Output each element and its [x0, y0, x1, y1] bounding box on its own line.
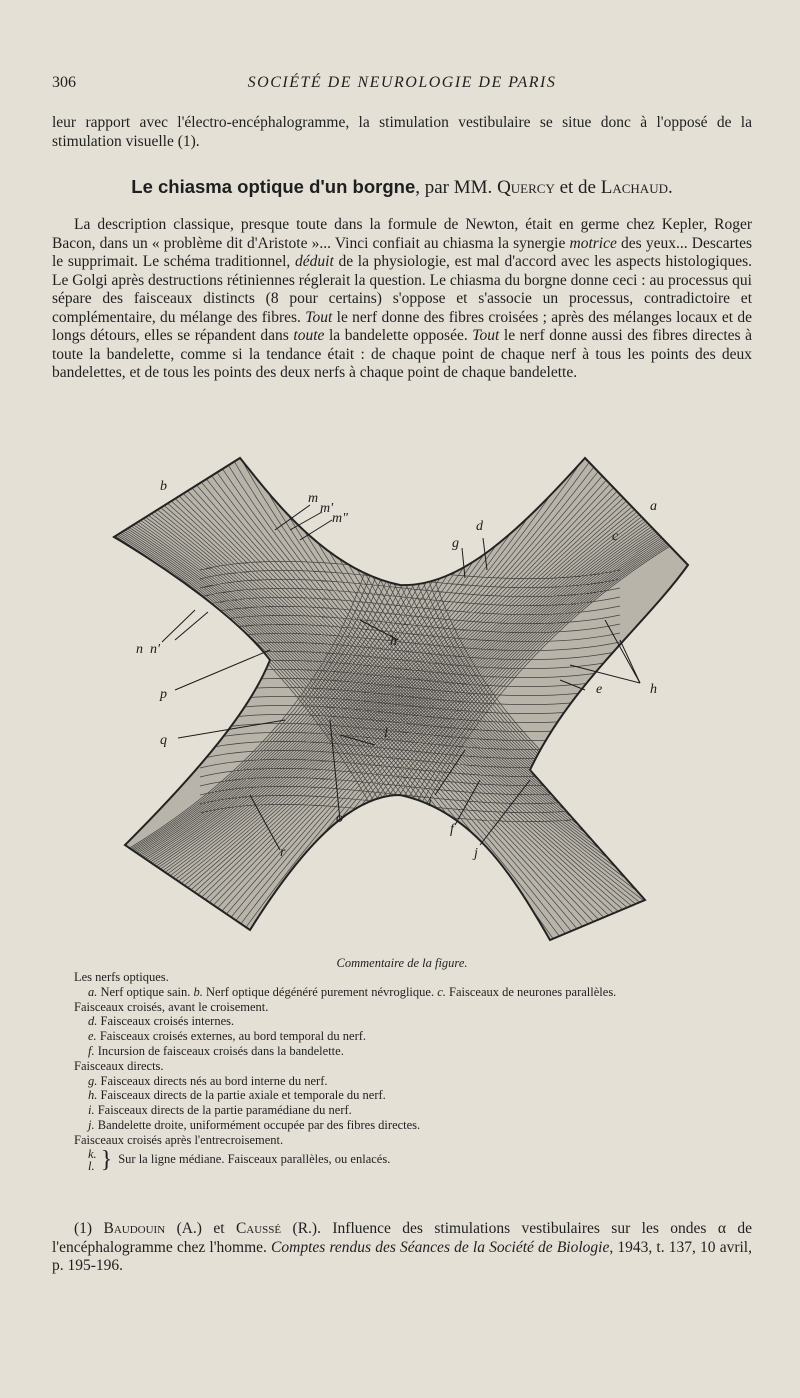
commentary-group-nerfs: Les nerfs optiques. — [74, 970, 169, 984]
figure-caption: Commentaire de la figure. — [336, 956, 468, 970]
article-title-end: . — [667, 177, 673, 198]
body-segment: La description classique, presque toute dans la formule de Newton, était en germe chez Kepler, Roger Bacon, dans un « problème dit d'Aristote »... Vinci confiait au chiasma la synergie — [52, 216, 752, 252]
footnote-author: Baudouin — [103, 1220, 166, 1237]
label-i: i — [428, 795, 432, 810]
item-text: Faisceaux directs de la partie paramédiane du nerf. — [97, 1103, 352, 1118]
author-lachaud: Lachaud — [600, 177, 668, 198]
commentary-group-croises-apres: Faisceaux croisés après l'entrecroisement. — [74, 1132, 284, 1147]
article-title-par: , par MM. — [415, 177, 498, 198]
body-italic: Tout — [305, 308, 333, 326]
label-d: d — [476, 519, 483, 534]
label-p: p — [160, 687, 167, 702]
author-quercy: Quercy — [497, 177, 555, 198]
label-o: o — [336, 811, 343, 826]
item-letter: b. — [193, 984, 203, 999]
item-text: Faisceaux croisés internes. — [100, 1014, 235, 1029]
article-title — [52, 176, 752, 199]
figure-commentary — [74, 970, 754, 1172]
article-title-main: Le chiasma optique d'un borgne — [131, 176, 416, 197]
page-header — [52, 74, 752, 96]
label-f: f — [450, 822, 454, 837]
footnote — [52, 1220, 752, 1276]
item-letter: e. — [88, 1029, 97, 1044]
label-a: a — [650, 499, 657, 514]
footnote-number: (1) — [74, 1220, 104, 1237]
commentary-group-croises-avant: Faisceaux croisés, avant le croisement. — [74, 999, 269, 1014]
commentary-item — [74, 985, 754, 1000]
label-h-right: h — [650, 682, 657, 697]
intro-paragraph: leur rapport avec l'électro-encéphalogramme, la stimulation vestibulaire se situe donc à l'opposé de la stimulation visuelle (1). — [52, 114, 752, 150]
item-text: Faisceaux directs nés au bord interne du nerf. — [100, 1073, 328, 1088]
chiasma-drawing — [100, 450, 710, 950]
label-n: n — [136, 642, 143, 657]
running-title: SOCIÉTÉ DE NEUROLOGIE DE PARIS — [247, 74, 557, 91]
commentary-item — [74, 1118, 754, 1133]
item-text: Sur la ligne médiane. Faisceaux parallèles, ou enlacés. — [118, 1152, 391, 1167]
commentary-item — [74, 1044, 754, 1059]
item-letter: h. — [88, 1088, 98, 1103]
label-q: q — [160, 733, 167, 748]
body-italic: déduit — [295, 253, 334, 270]
label-n-prime: n' — [150, 642, 160, 657]
item-text: Bandelette droite, uniformément occupée par des fibres directes. — [97, 1117, 421, 1132]
item-letter: l. — [88, 1158, 95, 1173]
item-letter: f. — [88, 1043, 95, 1058]
commentary-group-directs: Faisceaux directs. — [74, 1058, 164, 1073]
item-letter: k. — [88, 1146, 97, 1161]
label-m-second: m" — [332, 511, 348, 526]
label-m: m — [308, 491, 319, 506]
footnote-journal: Comptes rendus des Séances de la Société de Biologie — [271, 1238, 610, 1256]
article-body — [52, 216, 752, 383]
commentary-item — [74, 1088, 754, 1103]
label-m-prime: m' — [320, 501, 334, 516]
item-letter: i. — [88, 1103, 95, 1118]
body-italic: Tout — [472, 327, 500, 344]
commentary-item — [74, 1074, 754, 1089]
commentary-item — [74, 1014, 754, 1029]
body-segment: le nerf donne aussi des fibres directes à toute la bandelette, comme si la tendance était : de chaque point de chaque nerf à tous les points des deux bandelettes, et de tous les points des deux nerfs à chaque point de chaque bandelette. — [52, 327, 753, 381]
item-letter: c. — [437, 984, 446, 999]
item-letter: g. — [88, 1073, 98, 1088]
label-c: c — [612, 529, 619, 544]
brace-glyph: } — [100, 1146, 113, 1173]
kl-letters — [88, 1148, 97, 1172]
label-b: b — [160, 479, 167, 494]
label-r: r — [280, 845, 286, 860]
footnote-text: (A.) et — [165, 1220, 236, 1237]
body-segment: de la physiologie, est mal d'accord avec les aspects histologiques. Le Golgi après destructions rétiniennes réglerait la question. Le chiasma du borgne donne ceci : au processus qui sépare des faisceaux distincts (8 pour certains) s'oppose et s'associe un processus, contradictoire et complémentaire, du mélange des fibres. — [52, 253, 752, 326]
item-letter: j. — [88, 1117, 95, 1132]
label-g: g — [452, 536, 459, 551]
item-text: Faisceaux directs de la partie axiale et temporale du nerf. — [100, 1088, 386, 1103]
chiasma-figure — [100, 450, 710, 950]
footnote-text: (R.). Influence des stimulations vestibulaires sur les ondes α de l'encéphalogramme chez l'homme. — [52, 1220, 752, 1256]
body-segment: des yeux... Descartes le supprimait. Le schéma traditionnel, — [52, 234, 752, 270]
article-title-et-de: et de — [554, 177, 601, 198]
item-text: Nerf optique sain. — [100, 984, 191, 999]
footnote-author: Caussé — [235, 1220, 282, 1237]
item-text: Faisceaux de neurones parallèles. — [449, 984, 617, 999]
item-text: Nerf optique dégénéré purement névroglique. — [206, 984, 435, 999]
body-segment: la bandelette opposée. — [324, 327, 473, 344]
body-italic: toute — [293, 327, 325, 344]
label-j: j — [474, 846, 478, 861]
commentary-item — [74, 1029, 754, 1044]
item-text: Incursion de faisceaux croisés dans la bandelette. — [97, 1043, 344, 1058]
label-l: l — [384, 726, 388, 741]
label-e: e — [596, 682, 603, 697]
body-segment: le nerf donne des fibres croisées ; après des mélanges locaux et de longs détours, elles se répandent dans — [52, 308, 753, 344]
item-letter: d. — [88, 1014, 98, 1029]
commentary-item — [74, 1103, 754, 1118]
item-text: Faisceaux croisés externes, au bord temporal du nerf. — [99, 1029, 367, 1044]
body-italic: motrice — [569, 234, 617, 252]
item-letter: a. — [88, 984, 98, 999]
label-h-center: h — [390, 634, 397, 649]
page-number: 306 — [52, 74, 76, 91]
commentary-item-kl — [74, 1148, 754, 1172]
footnote-text: , 1943, t. 137, 10 avril, p. 195-196. — [52, 1238, 752, 1274]
